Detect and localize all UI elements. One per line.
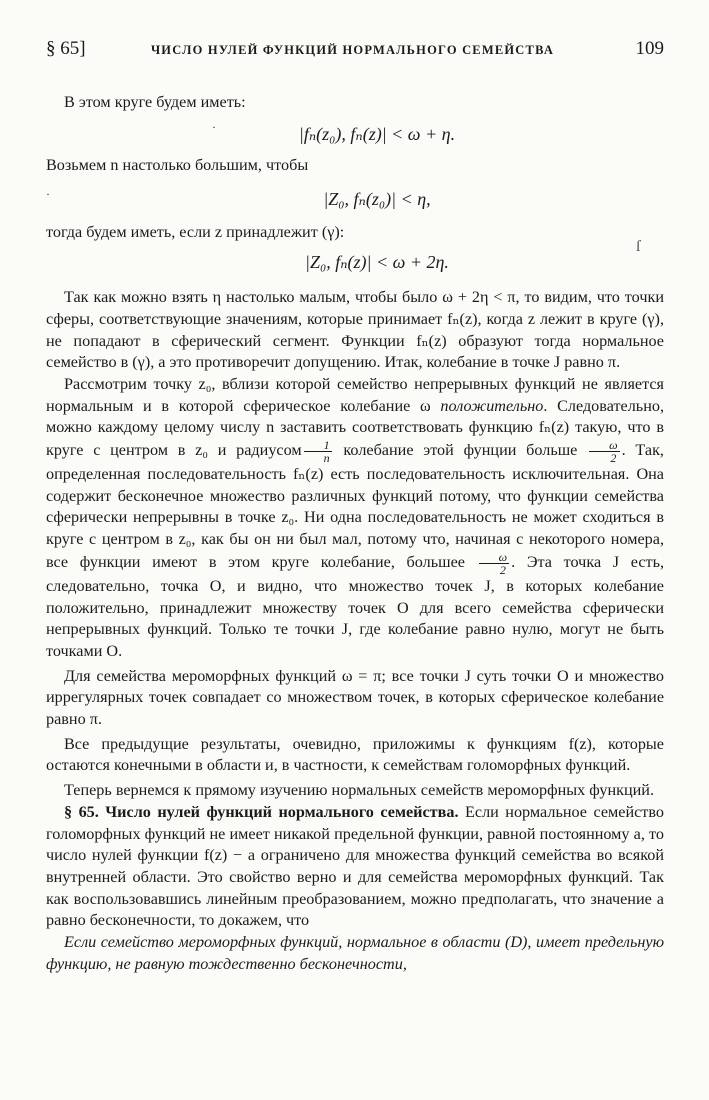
formula: |Z₀, fₙ(z₀)| < η, <box>323 189 431 210</box>
stray-dot: · <box>212 120 216 134</box>
text-run: . Следовательно, можно каждому целому числу n заставить соответствовать функцию fₙ(z) такую, что в круге с центром в z₀ и радиусом <box>46 396 664 460</box>
text-run: . Так, определенная последовательность fₙ(z) есть последовательность исключительная. Она содержит бесконечное множество различных функций потому, что функции семейства сферически непрерывны в точке z₀. Ни одна последовательность не может сходиться в круге с центром в z₀, как бы он ни был мал, потому что, начиная с некоторого номера, все функции имеют в этом круге колебание, большее <box>46 441 664 572</box>
paragraph <box>46 374 664 663</box>
fraction-numerator: ω <box>589 439 619 452</box>
text-run: . Эта точка J есть, следовательно, точка O, и видно, что множество точек J, в которых колебание положительно, принадлежит множеству точек O для всего семейства сферически непрерывных функций. Только те точки J, где колебание равно нулю, могут не быть точками O. <box>46 553 665 660</box>
text-run: Если нормальное семейство голоморфных функций не имеет никакой предельной функции, равной постоянному a, то число нулей функции f(z) − a ограничено для множества функций семейства во всякой внутренней области. Это свойство верно и для семейства мероморфных функций. Так как воспользовавшись линейным преобразованием, можно предполагать, что значение a равно бесконечности, то докажем, что <box>46 802 664 930</box>
fraction-denominator: n <box>323 451 330 466</box>
fraction <box>589 439 619 464</box>
header-section: § 65] <box>46 38 86 59</box>
formula: |fₙ(z₀), fₙ(z)| < ω + η. <box>298 123 456 144</box>
fraction-denominator: 2 <box>499 562 506 577</box>
stray-dot: · <box>46 187 50 201</box>
paragraph <box>46 802 664 932</box>
paragraph: В этом круге будем иметь: <box>64 93 246 111</box>
fraction <box>304 439 332 464</box>
fraction-numerator: ω <box>479 551 509 564</box>
theorem-statement: Если семейство мероморфных функций, нормальное в области (D), имеет предельную функцию, не равную тождественно бесконечности, <box>46 933 664 973</box>
emphasis: положительно <box>440 396 544 415</box>
section-heading: § 65. Число нулей функций нормального семейства. <box>64 802 459 821</box>
paragraph: Возьмем n настолько большим, чтобы <box>46 155 309 174</box>
fraction-numerator: 1 <box>304 439 332 452</box>
running-header <box>46 38 664 78</box>
book-page <box>46 38 664 976</box>
paragraph: Теперь вернемся к прямому изучению нормальных семейств мероморфных функций. <box>64 781 655 800</box>
margin-mark: ſ <box>636 238 641 255</box>
paragraph: тогда будем иметь, если z принадлежит (γ): <box>46 223 345 242</box>
text-run: колебание этой фунции больше <box>343 441 578 460</box>
paragraph: Так как можно взять η настолько малым, чтобы было ω + 2η < π, то видим, что точки сферы, соответствующие значениям, которые принимает fₙ(z), когда z лежит в круге (γ), не попадают в сферический сегмент. Функции fₙ(z) образуют тогда нормальное семейство в (γ), а это противоречит допущению. Итак, колебание в точке J равно π. <box>46 288 664 372</box>
formula: |Z₀, fₙ(z)| < ω + 2η. <box>305 252 449 273</box>
header-title: ЧИСЛО НУЛЕЙ ФУНКЦИЙ НОРМАЛЬНОГО СЕМЕЙСТВА <box>150 43 555 57</box>
text-run: Рассмотрим точку z₀, вблизи которой семейство непрерывных функций не является нормальным и в которой сферическое колебание ω <box>46 374 664 415</box>
fraction <box>479 551 509 576</box>
page-number: 109 <box>635 38 664 59</box>
paragraph: Все предыдущие результаты, очевидно, приложимы к функциям f(z), которые остаются конечными в области и, в частности, к семействам голоморфных функций. <box>46 734 664 775</box>
paragraph: Для семейства мероморфных функций ω = π; все точки J суть точки O и множество иррегулярных точек совпадает со множеством точек, в которых сферическое колебание равно π. <box>46 666 664 729</box>
fraction-denominator: 2 <box>610 451 617 466</box>
